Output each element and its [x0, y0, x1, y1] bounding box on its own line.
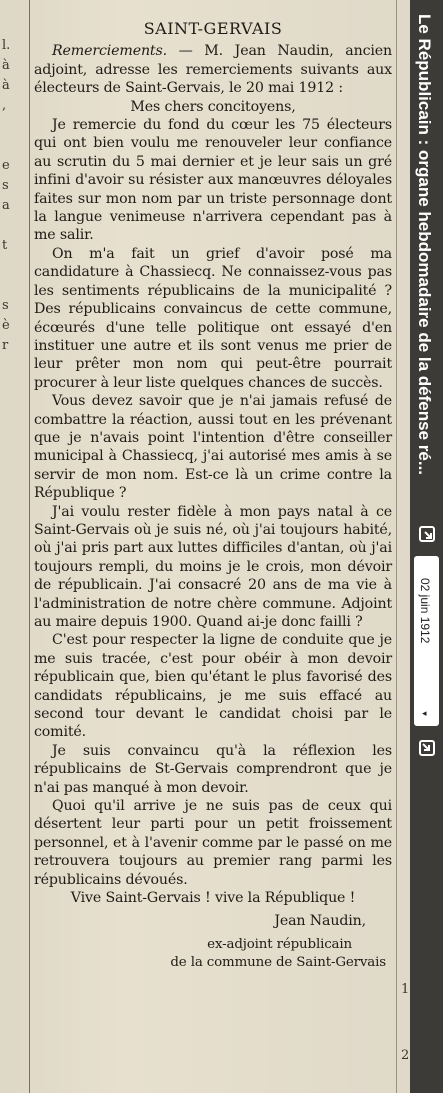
- margin-left-char: à: [2, 58, 10, 73]
- margin-left-char: [2, 216, 29, 236]
- margin-right-char: 1: [401, 982, 410, 997]
- margin-left-char: r: [2, 338, 9, 353]
- viewer-sidebar: [410, 0, 443, 1093]
- margin-left-char: [2, 996, 29, 1016]
- margin-left-char: s: [2, 298, 9, 313]
- paragraph: Quoi qu'il arrive je ne suis pas de ceux qui désertent leur parti pour un petit froissement personnel, et à l'avenir comme par le passé on me retrouvera toujours au premier rang parmi les républicains dévoués.: [34, 798, 392, 888]
- margin-right-char: 2: [401, 1048, 410, 1063]
- margin-left-char: [2, 896, 29, 916]
- margin-left-char: [2, 116, 29, 136]
- margin-left-char: [2, 936, 29, 956]
- margin-left-char: [2, 436, 29, 456]
- salutation: Mes chers concitoyens,: [130, 98, 296, 115]
- margin-left-char: [2, 816, 29, 836]
- article-headline: SAINT-GERVAIS: [143, 19, 283, 38]
- signature-place: de la commune de Saint-Gervais: [170, 955, 386, 971]
- paragraph: Je suis convaincu qu'à la réflexion les républicains de St-Gervais comprendront que je n'ai pas manqué à mon devoir.: [34, 742, 392, 796]
- export-icon-svg: [417, 738, 437, 758]
- margin-left-char: [2, 276, 29, 296]
- intro-text: — M. Jean Naudin, ancien adjoint, adresse les remerciements suivants aux électeurs de Saint-Gervais, le 20 mai 1912 :: [34, 43, 392, 97]
- margin-left-char: [2, 256, 29, 276]
- signature-name: Jean Naudin,: [274, 912, 366, 929]
- margin-left-char: [2, 456, 29, 476]
- margin-left-char: [2, 136, 29, 156]
- intro-label: Remerciements.: [52, 43, 167, 60]
- adjacent-column-right: [396, 0, 410, 1093]
- margin-left-char: [2, 836, 29, 856]
- margin-left-char: [2, 416, 29, 436]
- margin-left-char: [2, 636, 29, 656]
- margin-left-char: ,: [2, 98, 7, 113]
- margin-left-char: [2, 796, 29, 816]
- margin-left-char: [2, 956, 29, 976]
- margin-left-char: [2, 696, 29, 716]
- document-title-text: Le Républicain : organe hebdomadaire de la défense ré...: [415, 14, 434, 476]
- issue-date-selector[interactable]: [414, 556, 439, 726]
- margin-left-char: a: [2, 198, 10, 213]
- margin-left-char: l.: [2, 38, 11, 53]
- closing-line: Vive Saint-Gervais ! vive la République !: [70, 890, 356, 907]
- export-icon[interactable]: [416, 738, 438, 760]
- margin-left-char: [2, 776, 29, 796]
- open-external-icon-svg: [417, 524, 437, 544]
- signature-title: ex-adjoint républicain: [207, 936, 352, 952]
- margin-left-char: e: [2, 158, 10, 173]
- margin-left-char: [2, 376, 29, 396]
- document-title[interactable]: [412, 0, 440, 500]
- margin-left-char: [2, 556, 29, 576]
- margin-left-char: [2, 576, 29, 596]
- article-intro: [34, 42, 392, 97]
- open-external-icon[interactable]: [416, 524, 438, 546]
- margin-left-char: è: [2, 318, 10, 333]
- margin-left-char: [2, 356, 29, 376]
- paragraph: C'est pour respecter la ligne de conduite que je me suis tracée, c'est pour obéir à mon devoir républicain que, bien qu'étant le plus favorisé des candidats républicains, je me suis effacé au second tour devant le candidat choisi par le comité.: [34, 632, 392, 741]
- margin-left-char: [2, 536, 29, 556]
- paragraph: J'ai voulu rester fidèle à mon pays natal à ce Saint-Gervais où je suis né, où j'ai toujours habité, où j'ai pris part aux luttes difficiles d'antan, où j'ai toujours rempli, du moins je le crois, mon dévoir de républicain. J'ai consacré 20 ans de ma vie à l'administration de notre chère commune. Adjoint au maire depuis 1900. Quand ai-je donc failli ?: [34, 503, 392, 630]
- margin-left-char: [2, 716, 29, 736]
- margin-left-char: [2, 656, 29, 676]
- margin-left-char: [2, 916, 29, 936]
- margin-left-char: s: [2, 178, 9, 193]
- issue-date: 02 juin 1912: [418, 578, 432, 644]
- adjacent-column-left: [0, 0, 30, 1093]
- paragraph: On m'a fait un grief d'avoir posé ma candidature à Chassiecq. Ne connaissez-vous pas les sentiments républicains de la municipalité ? Des républicains convaincus de cette commune, écœurés d'une telle politique ont essayé d'en instituer une autre et ils sont venus me prier de leur prêter mon nom qui peut-être pourrait procurer à leur liste quelques chances de succès.: [34, 245, 392, 391]
- margin-left-char: [2, 876, 29, 896]
- caret-down-icon: ◂: [422, 709, 427, 719]
- margin-left-char: [2, 476, 29, 496]
- margin-left-char: [2, 676, 29, 696]
- margin-left-char: [2, 396, 29, 416]
- margin-left-char: [2, 856, 29, 876]
- paragraph: Je remercie du fond du cœur les 75 électeurs qui ont bien voulu me renouveler leur confiance au scrutin du 5 mai dernier et je leur sais un gré infini d'avoir su résister aux manœuvres déloyales faites sur mon nom par un triste personnage dont la langue venimeuse n'arrivera cependant pas à me salir.: [34, 117, 392, 244]
- margin-left-char: [2, 596, 29, 616]
- margin-left-char: [2, 496, 29, 516]
- paragraph: Vous devez savoir que je n'ai jamais refusé de combattre la réaction, aussi tout en les prévenant que je n'avais point l'intention d'être conseiller municipal à Chassiecq, j'ai autorisé mes amis à se servir de mon nom. Est-ce là un crime contre la République ?: [34, 393, 392, 502]
- margin-left-char: [2, 756, 29, 776]
- article: [34, 6, 392, 973]
- margin-left-char: [2, 736, 29, 756]
- margin-left-char: t: [2, 238, 8, 253]
- margin-left-char: [2, 616, 29, 636]
- margin-left-char: [2, 516, 29, 536]
- margin-left-char: à: [2, 78, 10, 93]
- margin-left-char: [2, 976, 29, 996]
